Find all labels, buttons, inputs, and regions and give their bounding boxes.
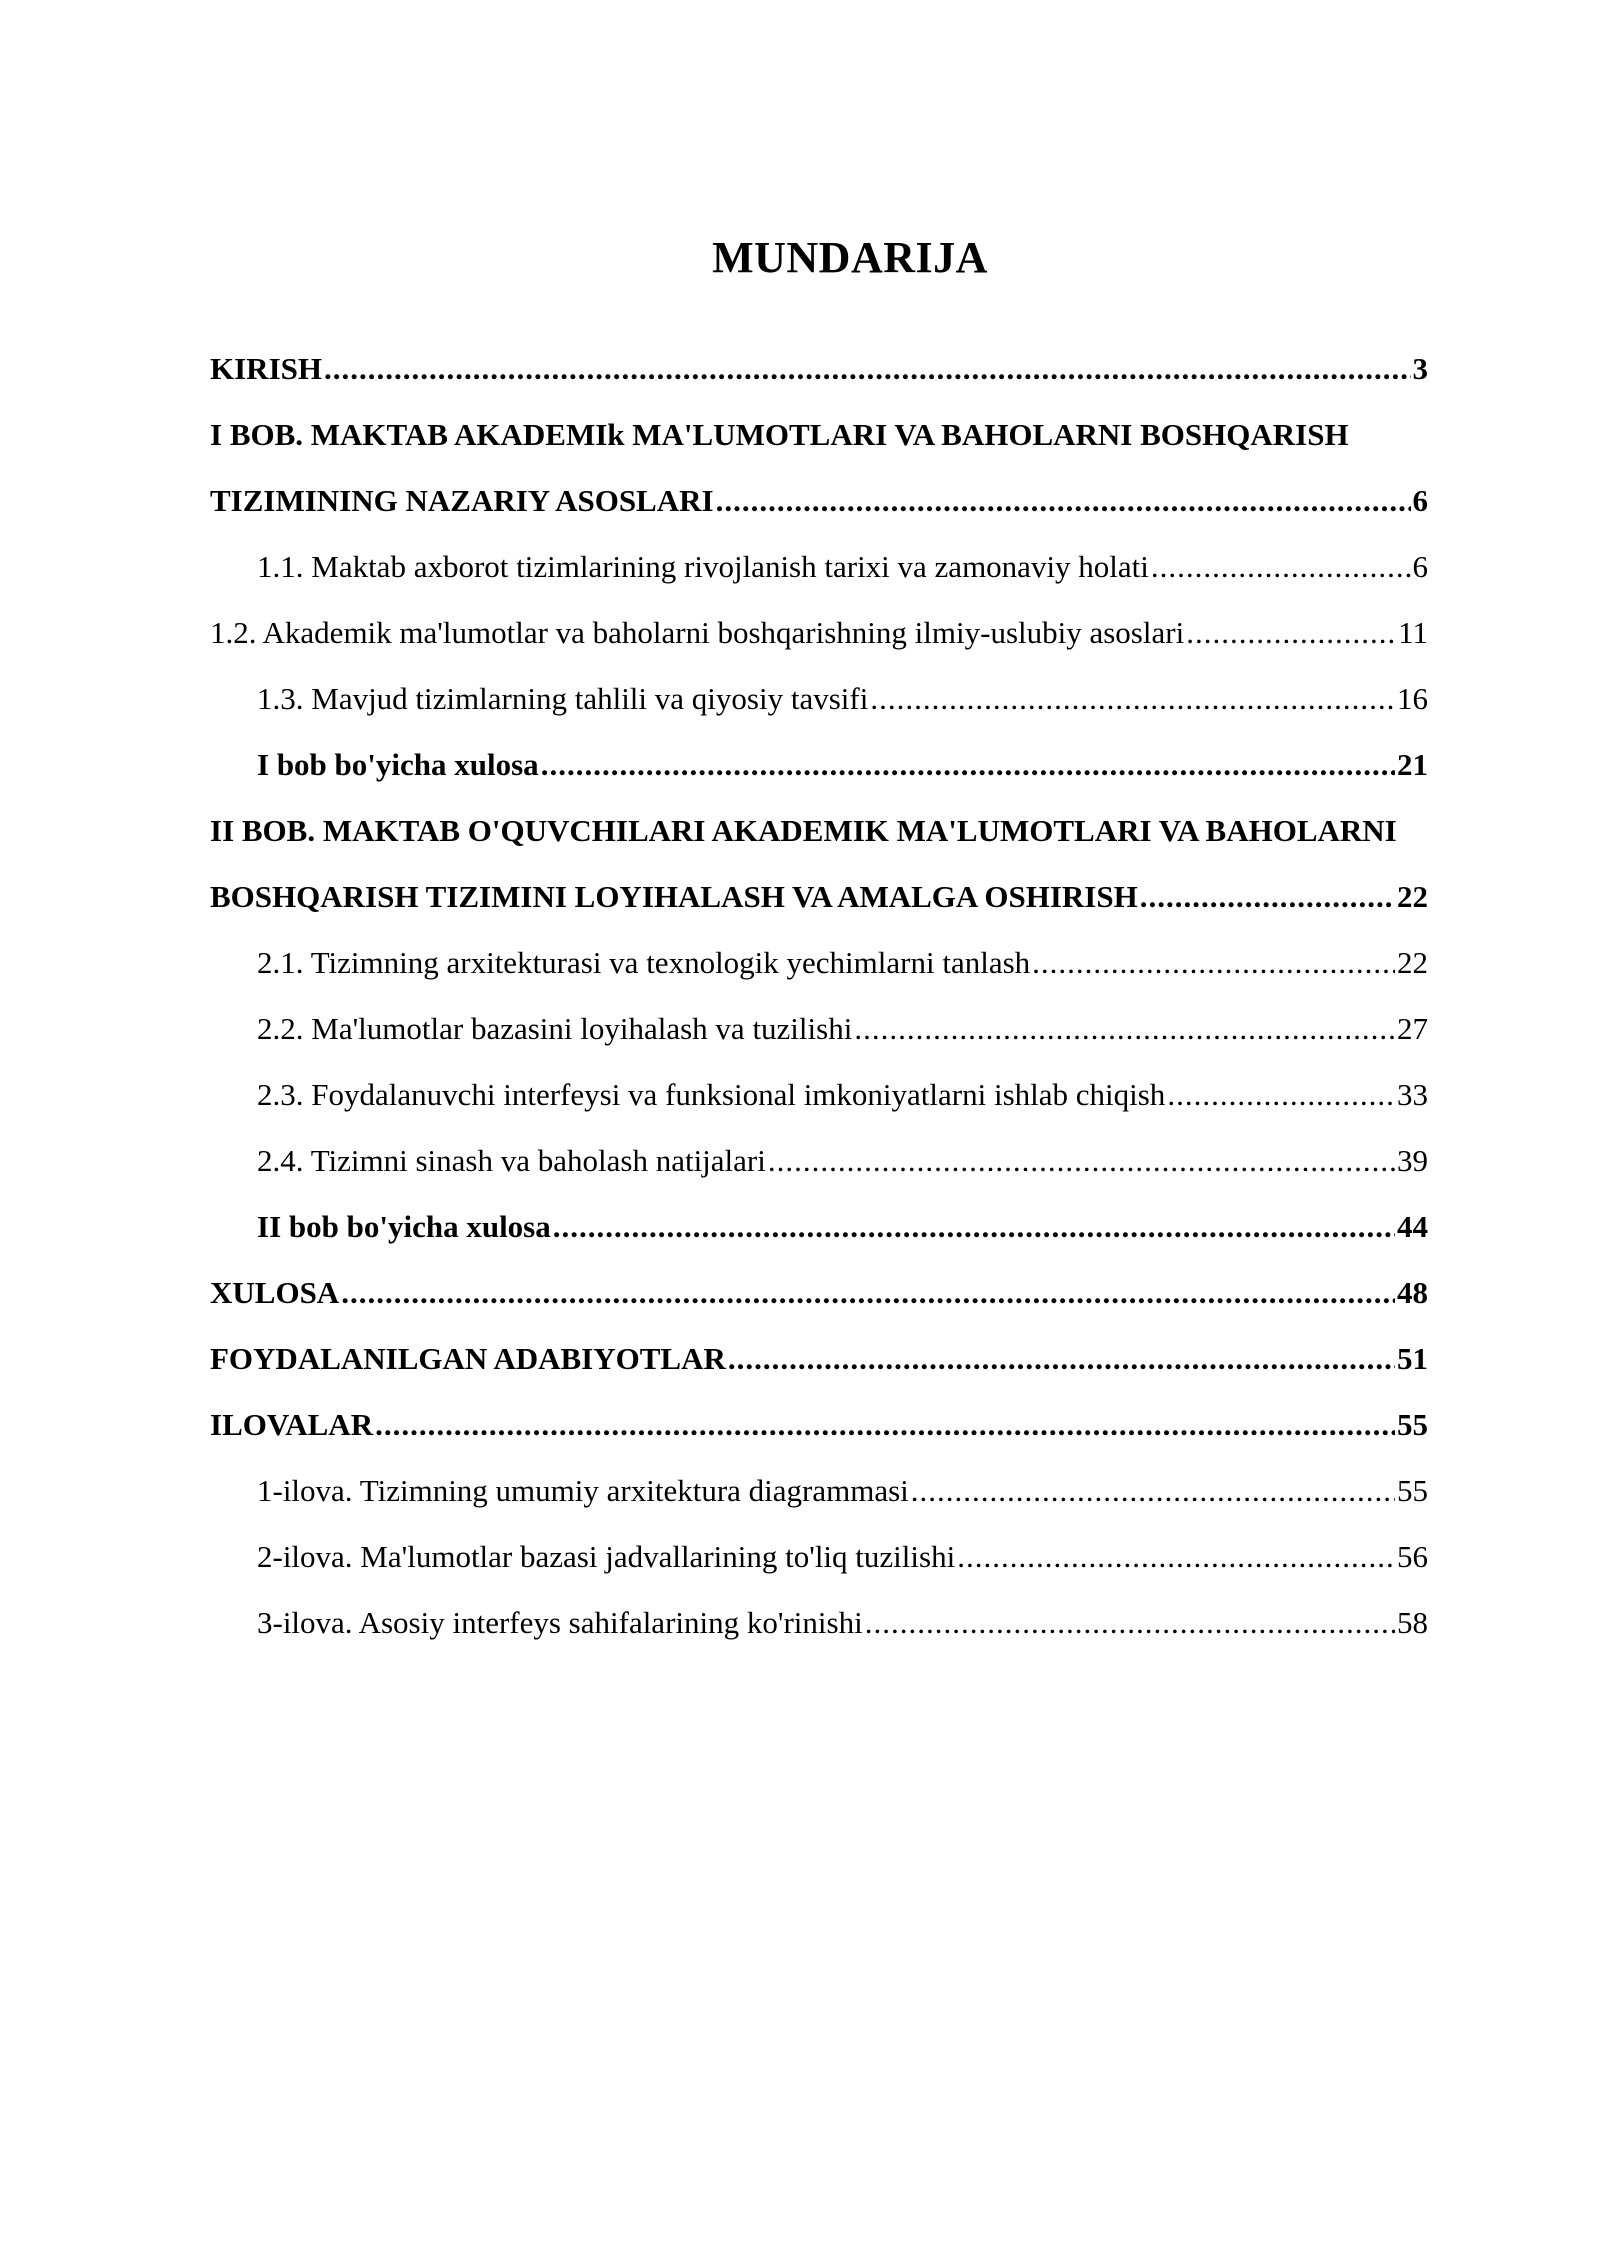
toc-entry-text-line1: II BOB. MAKTAB O'QUVCHILARI AKADEMIK MA'LUMOTLARI VA BAHOLARNI (210, 813, 1397, 848)
toc-page-number: 6 (1412, 549, 1428, 584)
dot-leader (768, 1128, 1395, 1194)
toc-entry-text: 1.1. Maktab axborot tizimlarining rivojlanish tarixi va zamonaviy holati (257, 549, 1149, 584)
dot-leader (375, 1392, 1395, 1458)
toc-page-number: 3 (1412, 351, 1428, 386)
toc-entry-xulosa[interactable] (210, 1260, 1428, 1326)
toc-page-number: 6 (1412, 483, 1428, 518)
table-of-contents (210, 336, 1428, 1656)
toc-page-number: 16 (1397, 681, 1428, 716)
toc-page-number: 39 (1397, 1143, 1428, 1178)
toc-page-number: 55 (1397, 1473, 1428, 1508)
dot-leader (716, 468, 1411, 534)
dot-leader (1140, 864, 1395, 930)
toc-entry-text-line1: I BOB. MAKTAB AKADEMIk MA'LUMOTLARI VA BAHOLARNI BOSHQARISH (210, 417, 1349, 452)
dot-leader (870, 666, 1395, 732)
toc-page-number: 58 (1397, 1605, 1428, 1640)
toc-entry-chapter-1-summary[interactable] (210, 732, 1428, 798)
toc-page-number: 21 (1397, 747, 1428, 782)
toc-entry-text: 2.1. Tizimning arxitekturasi va texnologik yechimlarni tanlash (257, 945, 1031, 980)
toc-page-number: 55 (1397, 1407, 1428, 1442)
toc-entry-text: 2.4. Tizimni sinash va baholash natijalari (257, 1143, 766, 1178)
toc-entry-text: ILOVALAR (210, 1407, 374, 1442)
toc-page-number: 11 (1398, 615, 1428, 650)
dot-leader (341, 1260, 1395, 1326)
toc-entry-1-3[interactable] (210, 666, 1428, 732)
toc-page-number: 27 (1397, 1011, 1428, 1046)
toc-entry-1-2[interactable] (210, 600, 1428, 666)
toc-entry-chapter-1[interactable] (210, 402, 1428, 534)
toc-entry-2-3[interactable] (210, 1062, 1428, 1128)
dot-leader (1151, 534, 1411, 600)
toc-entry-2-2[interactable] (210, 996, 1428, 1062)
dot-leader (911, 1458, 1395, 1524)
toc-page-number: 33 (1397, 1077, 1428, 1112)
toc-page-number: 22 (1397, 945, 1428, 980)
toc-entry-text: 1.2. Akademik ma'lumotlar va baholarni boshqarishning ilmiy-uslubiy asoslari (210, 615, 1185, 650)
dot-leader (1032, 930, 1395, 996)
toc-page-number: 44 (1397, 1209, 1428, 1244)
dot-leader (865, 1590, 1395, 1656)
dot-leader (324, 336, 1411, 402)
toc-entry-text: 3-ilova. Asosiy interfeys sahifalarining ko'rinishi (257, 1605, 863, 1640)
dot-leader (1167, 1062, 1395, 1128)
dot-leader (541, 732, 1395, 798)
toc-entry-2-4[interactable] (210, 1128, 1428, 1194)
toc-entry-text: 2-ilova. Ma'lumotlar bazasi jadvallarining to'liq tuzilishi (257, 1539, 956, 1574)
toc-entry-text: 2.3. Foydalanuvchi interfeysi va funksional imkoniyatlarni ishlab chiqish (257, 1077, 1166, 1112)
toc-page-number: 22 (1397, 879, 1428, 914)
dot-leader (553, 1194, 1395, 1260)
toc-page-number: 56 (1397, 1539, 1428, 1574)
toc-entry-text: TIZIMINING NAZARIY ASOSLARI (210, 483, 714, 518)
toc-entry-chapter-2-summary[interactable] (210, 1194, 1428, 1260)
toc-entry-ilovalar[interactable] (210, 1392, 1428, 1458)
toc-page-number: 48 (1397, 1275, 1428, 1310)
page-title: MUNDARIJA (712, 233, 988, 282)
toc-entry-ilova-1[interactable] (210, 1458, 1428, 1524)
toc-entry-text: BOSHQARISH TIZIMINI LOYIHALASH VA AMALGA OSHIRISH (210, 879, 1138, 914)
toc-entry-1-1[interactable] (210, 534, 1428, 600)
toc-entry-text: 1.3. Mavjud tizimlarning tahlili va qiyosiy tavsifi (257, 681, 869, 716)
toc-page-number: 51 (1397, 1341, 1428, 1376)
toc-entry-text: KIRISH (210, 351, 322, 386)
toc-entry-2-1[interactable] (210, 930, 1428, 996)
toc-entry-text: XULOSA (210, 1275, 340, 1310)
dot-leader (957, 1524, 1395, 1590)
toc-entry-text: II bob bo'yicha xulosa (257, 1209, 551, 1244)
toc-entry-ilova-2[interactable] (210, 1524, 1428, 1590)
toc-entry-text: 2.2. Ma'lumotlar bazasini loyihalash va tuzilishi (257, 1011, 853, 1046)
toc-entry-text: FOYDALANILGAN ADABIYOTLAR (210, 1341, 726, 1376)
dot-leader (728, 1326, 1395, 1392)
dot-leader (854, 996, 1395, 1062)
toc-entry-chapter-2[interactable] (210, 798, 1428, 930)
toc-entry-text: 1-ilova. Tizimning umumiy arxitektura diagrammasi (257, 1473, 909, 1508)
dot-leader (1186, 600, 1396, 666)
toc-entry-kirish[interactable] (210, 336, 1428, 402)
toc-entry-text: I bob bo'yicha xulosa (257, 747, 539, 782)
toc-entry-ilova-3[interactable] (210, 1590, 1428, 1656)
toc-entry-adabiyotlar[interactable] (210, 1326, 1428, 1392)
